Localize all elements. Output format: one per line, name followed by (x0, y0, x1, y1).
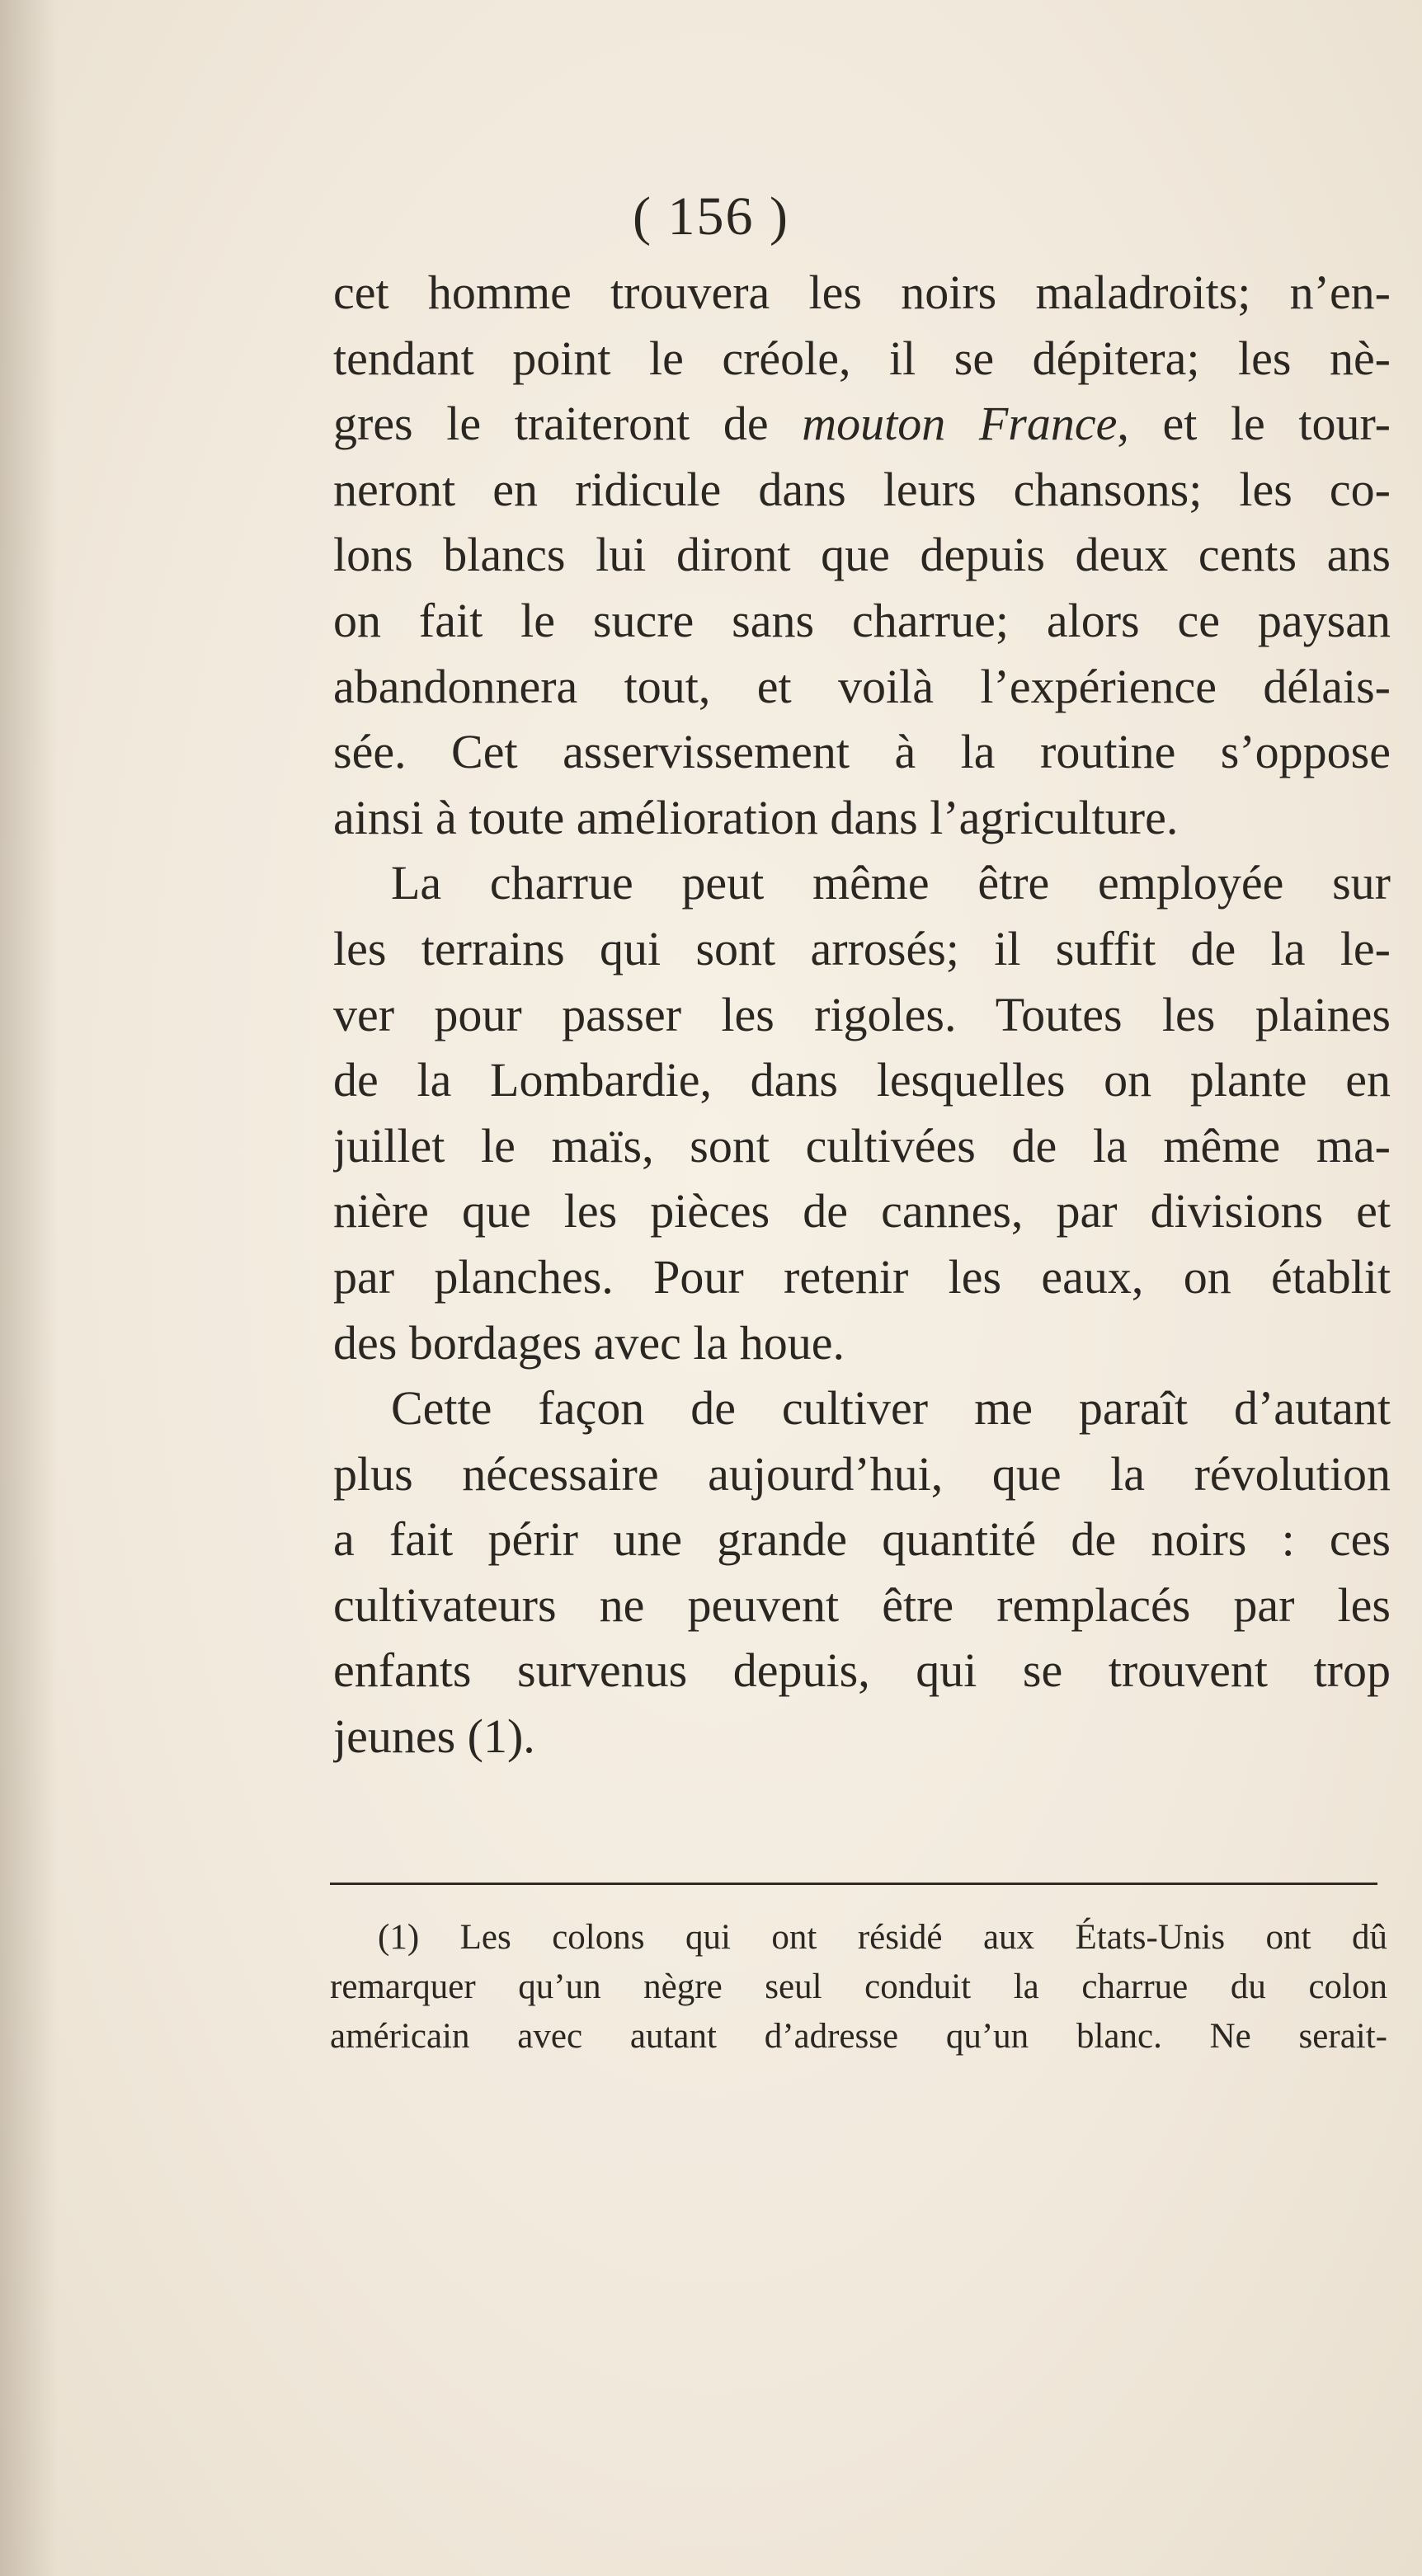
footnote-line: américain avec autant d’adresse qu’un blanc. Ne serait- (330, 2017, 1387, 2056)
text-line: cet homme trouvera les noirs maladroits; n’en- (333, 266, 1391, 319)
text-line: juillet le maïs, sont cultivées de la même ma- (333, 1118, 1391, 1173)
text-line: cultivateurs ne peuvent être remplacés par les (333, 1577, 1391, 1632)
italic-phrase: mouton France (802, 397, 1118, 451)
text-line: les terrains qui sont arrosés; il suffit de la le- (333, 921, 1391, 975)
footnote (330, 1913, 1387, 2061)
text-line: de la Lombardie, dans lesquelles on plante en (333, 1053, 1391, 1107)
text-line: ver pour passer les rigoles. Toutes les plaines (333, 987, 1391, 1041)
text-line: neront en ridicule dans leurs chansons; les co- (333, 462, 1391, 516)
text-line: enfants survenus depuis, qui se trouvent trop (333, 1643, 1391, 1698)
text-line: sée. Cet asservissement à la routine s’oppose (333, 725, 1391, 779)
text-line: on fait le sucre sans charrue; alors ce paysan (333, 593, 1391, 647)
text-line: lons blancs lui diront que depuis deux cents ans (333, 528, 1391, 582)
binding-shadow (0, 0, 58, 2576)
text-line: abandonnera tout, et voilà l’expérience délais- (333, 659, 1391, 713)
footnote-line: (1) Les colons qui ont résidé aux États-Unis ont dû (378, 1918, 1387, 1957)
text-line: La charrue peut même être employée sur (391, 856, 1391, 910)
text-line: Cette façon de cultiver me paraît d’autant (391, 1381, 1391, 1436)
text-line: a fait périr une grande quantité de noirs : ces (333, 1512, 1391, 1567)
text-line: tendant point le créole, il se dépitera; les nè- (333, 331, 1391, 385)
text-line: des bordages avec la houe. (333, 1315, 845, 1370)
footnote-line: remarquer qu’un nègre seul conduit la charrue du colon (330, 1967, 1387, 2006)
footnote-rule (330, 1883, 1377, 1885)
text-line: nière que les pièces de cannes, par divisions et (333, 1184, 1391, 1239)
text-line: par planches. Pour retenir les eaux, on établit (333, 1249, 1391, 1304)
text-line: jeunes (1). (333, 1709, 535, 1764)
text-line: plus nécessaire aujourd’hui, que la révolution (333, 1446, 1391, 1501)
page-number: ( 156 ) (633, 186, 789, 247)
text-line: ainsi à toute amélioration dans l’agriculture. (333, 790, 1179, 844)
body-text (333, 260, 1391, 1770)
text-line: gres le traiteront de mouton France, et le tour- (333, 397, 1391, 451)
